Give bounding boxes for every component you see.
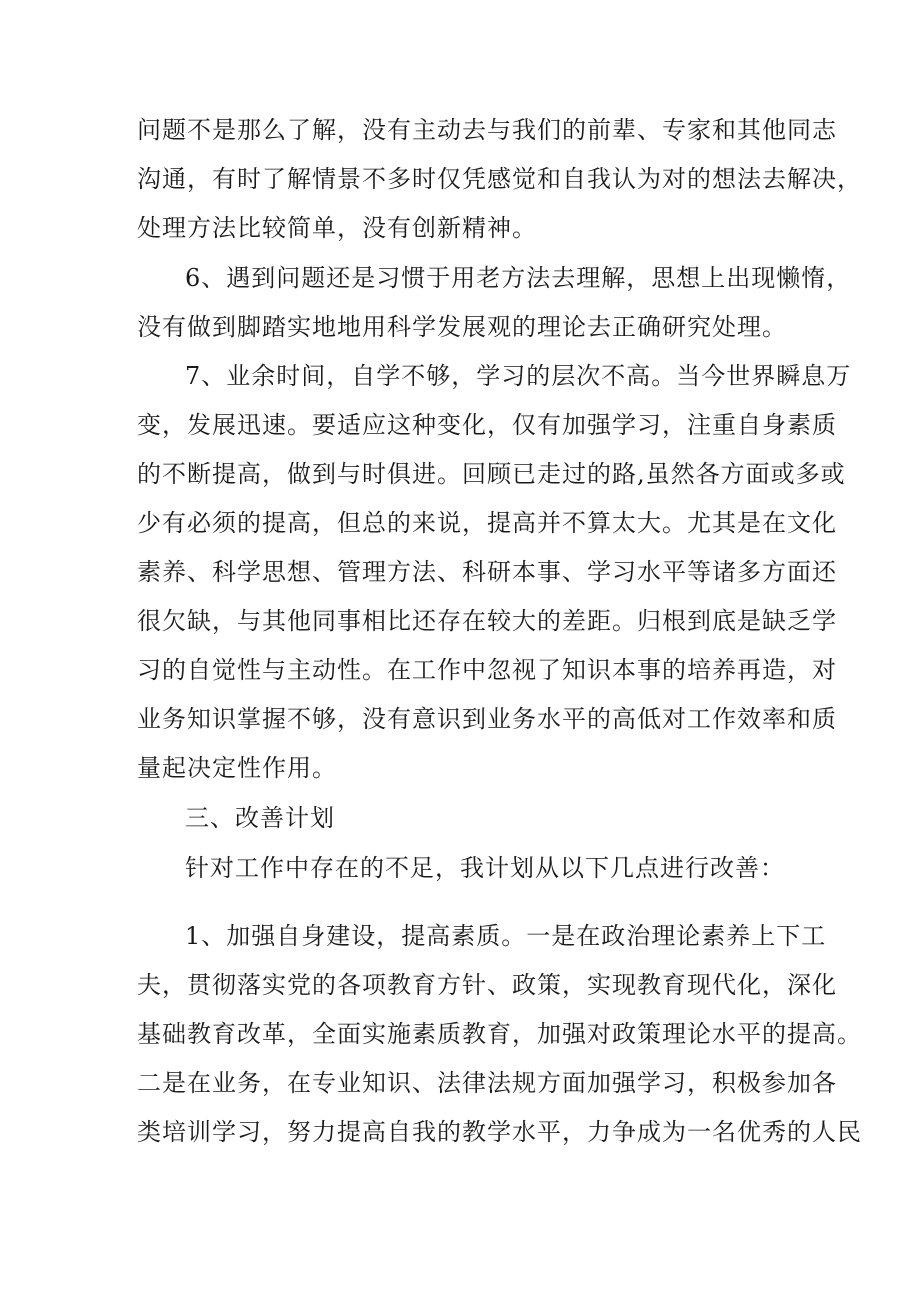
text-line: 业务知识掌握不够，没有意识到业务水平的高低对工作效率和质 <box>137 705 837 733</box>
text-line: 类培训学习，努力提高自我的教学水平，力争成为一名优秀的人民 <box>137 1118 862 1146</box>
text-line: 量起决定性作用。 <box>137 754 337 782</box>
text-line: 二是在业务，在专业知识、法律法规方面加强学习，积极参加各 <box>137 1069 837 1097</box>
text-line: 夫，贯彻落实党的各项教育方针、政策，实现教育现代化，深化 <box>137 971 837 999</box>
text-line: 变，发展迅速。要适应这种变化，仅有加强学习，注重自身素质 <box>137 411 837 439</box>
text-line: 习的自觉性与主动性。在工作中忽视了知识本事的培养再造，对 <box>137 656 837 684</box>
text-line: 的不断提高，做到与时俱进。回顾已走过的路,虽然各方面或多或 <box>137 460 846 488</box>
text-line: 很欠缺，与其他同事相比还存在较大的差距。归根到底是缺乏学 <box>137 607 837 635</box>
text-line: 处理方法比较简单，没有创新精神。 <box>137 214 537 242</box>
text-line: 6、遇到问题还是习惯于用老方法去理解，思想上出现懒惰， <box>185 264 852 292</box>
text-line: 基础教育改革，全面实施素质教育，加强对政策理论水平的提高。 <box>137 1020 862 1048</box>
text-line: 没有做到脚踏实地地用科学发展观的理论去正确研究处理。 <box>137 313 787 341</box>
text-line: 针对工作中存在的不足，我计划从以下几点进行改善： <box>185 854 785 882</box>
text-line: 素养、科学思想、管理方法、科研本事、学习水平等诸多方面还 <box>137 558 837 586</box>
text-line: 少有必须的提高，但总的来说，提高并不算太大。尤其是在文化 <box>137 509 837 537</box>
text-line: 1、加强自身建设，提高素质。一是在政治理论素养上下工 <box>185 922 827 950</box>
text-line: 7、业余时间，自学不够，学习的层次不高。当今世界瞬息万 <box>185 362 852 390</box>
text-line: 沟通，有时了解情景不多时仅凭感觉和自我认为对的想法去解决， <box>137 165 862 193</box>
text-line: 问题不是那么了解，没有主动去与我们的前辈、专家和其他同志 <box>137 116 837 144</box>
section-heading: 三、改善计划 <box>185 804 335 832</box>
